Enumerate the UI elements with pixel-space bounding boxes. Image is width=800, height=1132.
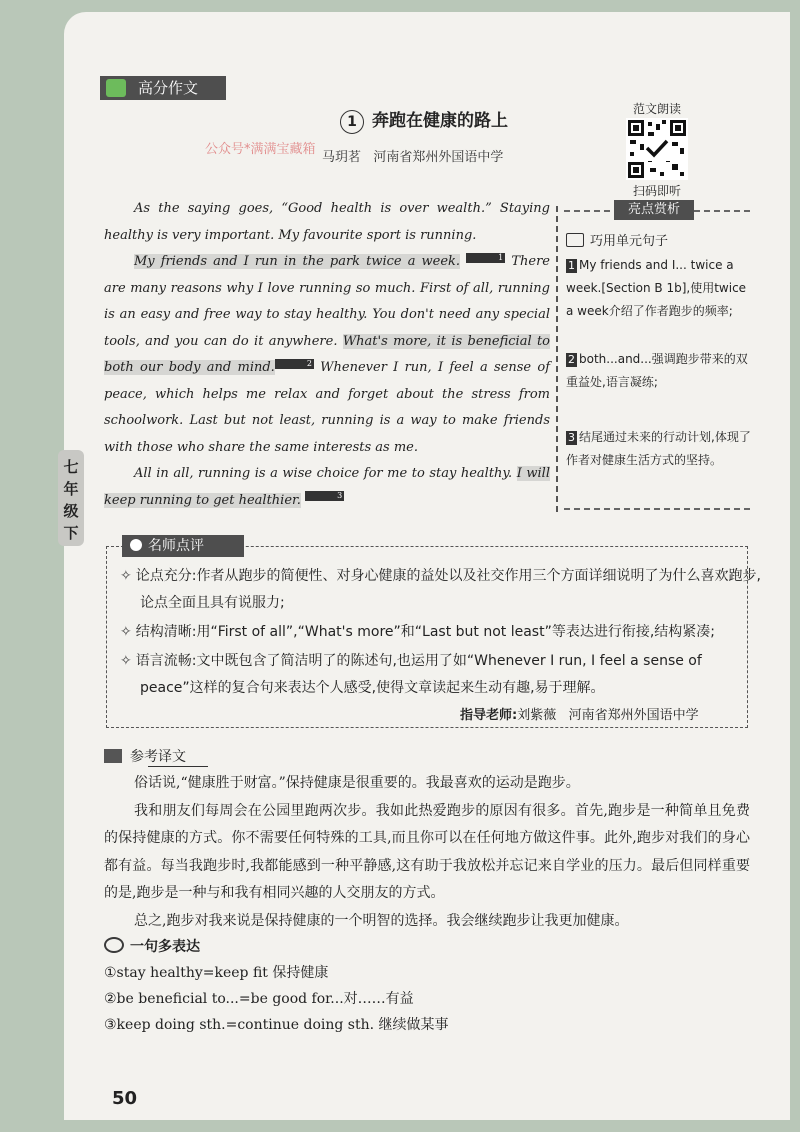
essay-title: 奔跑在健康的路上 xyxy=(372,111,508,131)
note-number: 1 xyxy=(568,259,575,272)
section-tab xyxy=(100,76,226,100)
highlights-tab: 亮点赏析 xyxy=(614,200,694,220)
translation-head-text: 参考译文 xyxy=(130,749,186,765)
essay-number: 1 xyxy=(340,110,364,134)
note-text: 结尾通过未来的行动计划,体现了作者对健康生活方式的坚持。 xyxy=(566,430,751,467)
note-marker: 2 xyxy=(275,359,314,369)
sparkle-icon: ✧ xyxy=(120,568,132,584)
translation-paragraph: 俗话说,“健康胜于财富。”保持健康是很重要的。我最喜欢的运动是跑步。 xyxy=(134,775,580,791)
note-marker: 3 xyxy=(305,491,344,501)
note-text: both...and...强调跑步带来的双重益处,语言凝练; xyxy=(566,352,748,389)
signature-label: 指导老师: xyxy=(460,708,518,723)
section-title: 高分作文 xyxy=(138,79,199,97)
note-number: 2 xyxy=(568,353,575,366)
essay-text: Whenever I run, I feel a sense of peace, which helps me relax and forget about the stress from schoolwork. Last but not least, running is a way to make friends with those who share the same interests as me. xyxy=(104,360,551,455)
highlighted-sentence: What's more, it is beneficial to both our body and mind. xyxy=(104,333,550,375)
qr-bottom-label: 扫码即听 xyxy=(632,184,681,198)
multi-expression-head xyxy=(104,936,200,956)
author-name: 马玥茗 xyxy=(322,150,362,165)
qr-code[interactable] xyxy=(626,118,688,180)
expression-item: ②be beneficial to...=be good for...对……有益 xyxy=(104,991,414,1007)
essay-paragraph xyxy=(104,461,550,514)
page-number: 50 xyxy=(112,1088,138,1109)
book-icon xyxy=(566,233,584,247)
sidebar-bottom-line xyxy=(564,508,750,510)
teacher-point-text: 论点充分:作者从跑步的简便性、对身心健康的益处以及社交作用三个方面详细说明了为什么喜欢跑步,论点全面且具有说服力; xyxy=(135,568,761,611)
sidebar-divider xyxy=(556,206,558,512)
cycle-arrows-icon xyxy=(104,937,124,953)
note-marker: 1 xyxy=(466,253,505,263)
author-school: 河南省郑州外国语中学 xyxy=(373,150,504,165)
author-line xyxy=(322,146,503,165)
grade-tab xyxy=(58,450,84,546)
teacher-name: 刘紫薇 xyxy=(517,708,557,723)
teacher-point-text: 结构清晰:用“First of all”,“What's more”和“Last but not least”等表达进行衔接,结构紧凑; xyxy=(135,624,715,640)
translation-body xyxy=(104,770,750,935)
highlight-note xyxy=(566,254,752,323)
teacher-point xyxy=(120,563,762,617)
teacher-point-text: 语言流畅:文中既包含了简洁明了的陈述句,也运用了如“Whenever I run, I feel a sense of peace”这样的复合句来表达个人感受,使得文章读起来生动有趣,易于理解。 xyxy=(135,653,702,696)
highlighted-sentence: My friends and I run in the park twice a week. xyxy=(134,254,461,269)
highlight-note xyxy=(566,426,752,472)
sparkle-icon: ✧ xyxy=(120,624,132,640)
essay-body xyxy=(104,196,550,514)
essay-text: There are many reasons why I love running so much. First of all, running is an easy and free way to stay healthy. You don't need any special tools, and you can do it anywhere. xyxy=(104,254,550,349)
note-text: My friends and I... twice a week.[Section B 1b],使用twice a week介绍了作者跑步的频率; xyxy=(566,258,747,318)
multi-expression-title: 一句多表达 xyxy=(130,939,200,955)
highlights-subhead-text: 巧用单元句子 xyxy=(590,234,669,249)
thumbs-up-icon xyxy=(106,79,126,97)
teacher-comment-tab xyxy=(122,535,244,557)
expression-item: ③keep doing sth.=continue doing sth. 继续做某事 xyxy=(104,1017,449,1033)
person-icon xyxy=(130,539,142,551)
translation-underline xyxy=(148,766,208,767)
teacher-comment-title: 名师点评 xyxy=(148,538,204,554)
expression-item: ①stay healthy=keep fit 保持健康 xyxy=(104,965,329,981)
note-number: 3 xyxy=(568,431,575,444)
teacher-school: 河南省郑州外国语中学 xyxy=(568,708,699,723)
sparkle-icon: ✧ xyxy=(120,653,132,669)
teacher-point xyxy=(120,648,762,702)
grade-tab-label: 七年级下 xyxy=(63,458,79,542)
translation-head xyxy=(104,746,186,766)
watermark-text: 公众号*满满宝藏箱 xyxy=(205,142,316,157)
highlights-subhead xyxy=(566,230,668,249)
qr-top-label: 范文朗读 xyxy=(632,102,681,116)
essay-paragraph xyxy=(104,249,550,461)
teacher-signature xyxy=(460,704,699,723)
essay-title-row xyxy=(340,106,508,134)
teacher-point xyxy=(120,619,762,646)
translation-paragraph: 我和朋友们每周会在公园里跑两次步。我如此热爱跑步的原因有很多。首先,跑步是一种简单且免费的保持健康的方式。你不需要任何特殊的工具,而且你可以在任何地方做这件事。此外,跑步对我们的身心都有益。每当我跑步时,我都能感到一种平静感,这有助于我放松并忘记来自学业的压力。最后但同样重要的是,跑步是一种与和我有相同兴趣的人交朋友的方式。 xyxy=(104,802,750,901)
qr-code-icon xyxy=(626,118,688,180)
translate-icon xyxy=(104,749,122,763)
translation-paragraph: 总之,跑步对我来说是保持健康的一个明智的选择。我会继续跑步让我更加健康。 xyxy=(134,912,629,929)
highlighted-sentence: I will keep running to get healthier. xyxy=(104,466,550,508)
essay-text: All in all, running is a wise choice for me to stay healthy. xyxy=(134,466,517,481)
essay-paragraph: As the saying goes, “Good health is over wealth.” Staying healthy is very important. My favourite sport is running. xyxy=(104,201,550,243)
highlight-note xyxy=(566,348,752,394)
